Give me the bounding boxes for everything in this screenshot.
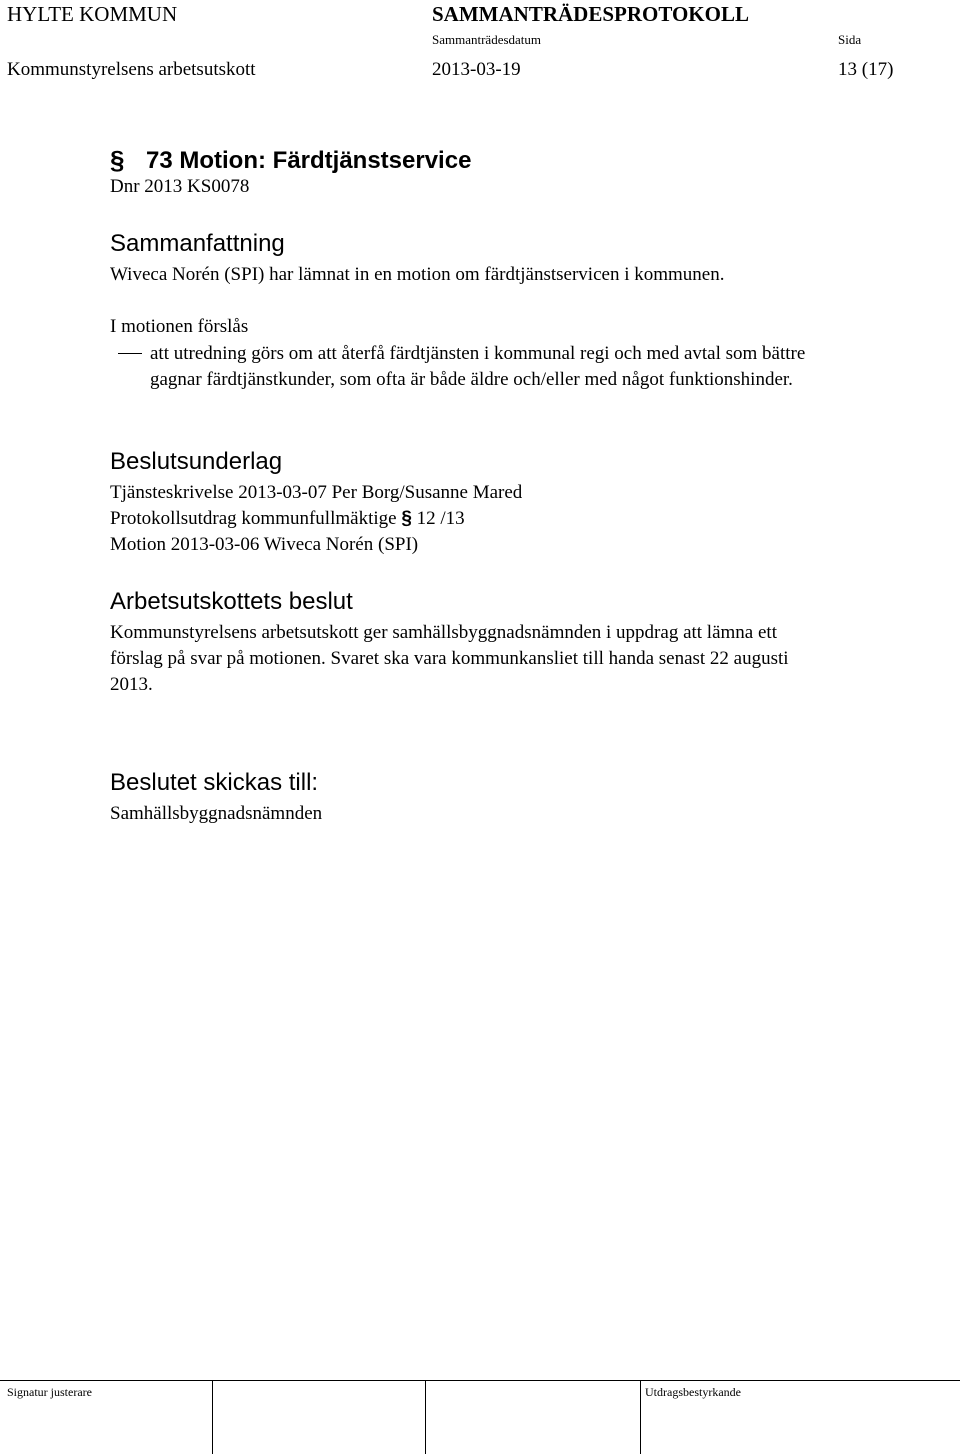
diary-number: Dnr 2013 KS0078 [110, 176, 250, 197]
basis-line-2-prefix: Protokollsutdrag kommunfullmäktige [110, 508, 402, 529]
page-number: 13 (17) [838, 59, 894, 80]
page-label: Sida [838, 32, 862, 47]
section-symbol: § [110, 145, 125, 175]
footer-rule [0, 1380, 960, 1381]
decision-line-1: Kommunstyrelsens arbetsutskott ger samhällsbyggnadsnämnden i uppdrag att lämna ett [110, 622, 777, 643]
proposal-intro: I motionen förslås [110, 316, 249, 337]
committee-name: Kommunstyrelsens arbetsutskott [7, 59, 256, 80]
footer-divider-2 [425, 1380, 426, 1454]
basis-line-2-suffix: 12 /13 [411, 508, 465, 529]
basis-heading: Beslutsunderlag [110, 448, 283, 475]
decision-line-2: förslag på svar på motionen. Svaret ska vara kommunkansliet till handa senast 22 augusti [110, 648, 789, 669]
basis-line-3: Motion 2013-03-06 Wiveca Norén (SPI) [110, 534, 419, 555]
decision-heading: Arbetsutskottets beslut [110, 588, 353, 615]
proposal-line-1: att utredning görs om att återfå färdtjänsten i kommunal regi och med avtal som bättre [150, 343, 806, 364]
document-type: SAMMANTRÄDESPROTOKOLL [432, 2, 749, 26]
summary-text: Wiveca Norén (SPI) har lämnat in en motion om färdtjänstservicen i kommunen. [110, 264, 725, 285]
recipient: Samhällsbyggnadsnämnden [110, 803, 323, 824]
proposal-line-2: gagnar färdtjänstkunder, som ofta är både äldre och/eller med något funktionshinder. [150, 369, 793, 390]
summary-heading: Sammanfattning [110, 230, 285, 257]
item-title: 73 Motion: Färdtjänstservice [146, 147, 472, 174]
list-dash [118, 353, 142, 354]
section-symbol-inline: § [401, 508, 412, 529]
extract-label: Utdragsbestyrkande [645, 1385, 741, 1399]
basis-line-1: Tjänsteskrivelse 2013-03-07 Per Borg/Susanne Mared [110, 482, 523, 503]
basis-line-2 [110, 507, 465, 531]
recipients-heading: Beslutet skickas till: [110, 769, 319, 796]
signature-label: Signatur justerare [7, 1385, 92, 1399]
date-label: Sammanträdesdatum [432, 32, 542, 47]
footer-divider-1 [212, 1380, 213, 1454]
footer-divider-3 [640, 1380, 641, 1454]
org-name: HYLTE KOMMUN [7, 2, 178, 26]
meeting-date: 2013-03-19 [432, 59, 521, 80]
decision-line-3: 2013. [110, 674, 153, 695]
